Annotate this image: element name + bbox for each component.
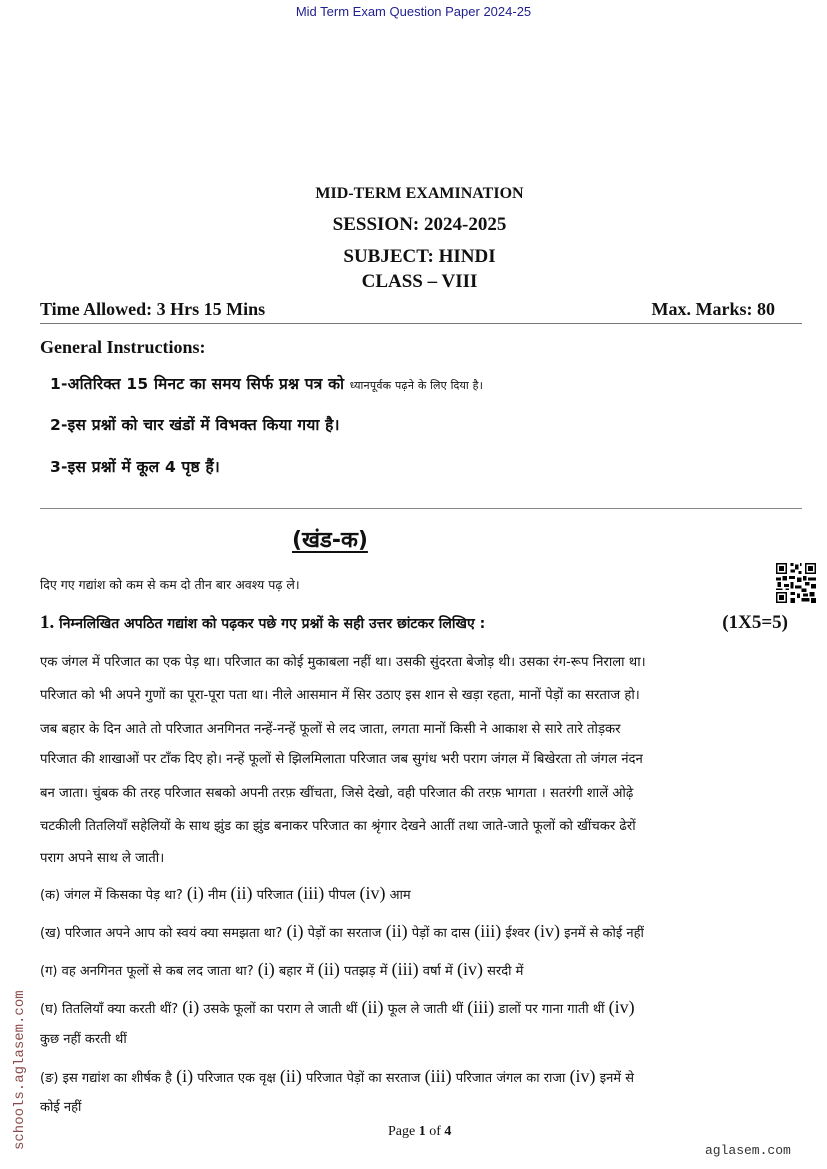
option-text: डालों पर गाना गाती थीं [494,1002,609,1017]
divider [40,508,802,509]
question-1-heading [40,612,788,634]
option-marker: (i) [182,997,200,1017]
option-marker: (iv) [569,1066,596,1086]
reading-note: दिए गए गद्यांश को कम से कम दो तीन बार अवश्य पढ़ ले। [40,577,300,592]
sub-question-label: (घ) [40,1002,58,1017]
option-marker: (ii) [317,959,340,979]
page-of: of [425,1124,445,1139]
sub-question-text: परिजात अपने आप को स्वयं क्या समझता था? [60,926,287,941]
option-text: वर्षा में [418,964,457,979]
question-number: 1. [40,612,55,633]
footer-site-watermark: aglasem.com [705,1143,791,1158]
sub-question-text: इस गद्यांश का शीर्षक है [58,1071,177,1086]
sub-question-label: (ङ) [40,1071,59,1086]
option-marker: (iv) [608,997,635,1017]
passage-line: बन जाता। चुंबक की तरह परिजात सबको अपनी तरफ़ खींचता, जिसे देखो, वही परिजात की तरफ़ भागता । सतरंगी शालें ओढ़े [40,786,634,801]
option-marker: (ii) [230,883,253,903]
sub-question-label: (क) [40,888,61,903]
option-text: परिजात जंगल का राजा [451,1071,570,1086]
exam-title: MID-TERM EXAMINATION [315,185,524,202]
sub-question-label: (ख) [40,926,61,941]
passage-line: जब बहार के दिन आते तो परिजात अनगिनत नन्हें-नन्हें फूलों से लद जाता, लगता मानों किसी ने आकाश से सारे तारे तोड़कर [40,722,621,737]
sub-question-kha [40,921,805,942]
option-marker: (iv) [533,921,560,941]
page-number [388,1124,451,1140]
section-title: (खंड-क) [292,528,368,553]
subject-title: SUBJECT: HINDI [343,246,496,267]
passage-line: परिजात की शाखाओं पर टाँक दिए हो। नन्हें फूलों से झिलमिलाता परिजात जब सुगंध भरी पराग जंगल में बिखेरता तो जंगल नंदन [40,752,643,767]
side-site-watermark: schools.aglasem.com [12,990,28,1150]
option-text: उसके फूलों का पराग ले जाती थीं [199,1002,362,1017]
exam-meta-row [40,299,775,320]
instruction-item [50,372,483,394]
option-text: इनमें से कोई नहीं [559,926,644,941]
option-text: इनमें से [595,1071,634,1086]
page-prefix: Page [388,1124,419,1139]
divider [40,323,802,324]
option-text: परिजात एक वृक्ष [193,1071,280,1086]
passage-line: परिजात को भी अपने गुणों का पूरा-पूरा पता था। नीले आसमान में सिर उठाए इस शान से खड़ा रहता, मानों पेड़ों का सरताज हो। [40,688,640,703]
page-current: 1 [418,1124,426,1139]
option-text: परिजात पेड़ों का सरताज [301,1071,425,1086]
option-marker: (iii) [424,1066,452,1086]
option-marker: (ii) [279,1066,302,1086]
option-marker: (iv) [456,959,483,979]
sub-question-ka [40,883,805,904]
sub-question-gha [40,997,805,1018]
passage-line: एक जंगल में परिजात का एक पेड़ था। परिजात का कोई मुकाबला नहीं था। उसकी सुंदरता बेजोड़ थी। उसका रंग-रूप निराला था। [40,655,646,670]
instruction-text: 2-इस प्रश्नों को चार खंडों में विभक्त किया गया है। [50,416,340,434]
option-marker: (ii) [385,921,408,941]
option-text: आम [385,888,411,903]
time-allowed: Time Allowed: 3 Hrs 15 Mins [40,299,266,319]
option-marker: (ii) [361,997,384,1017]
sub-question-nga [40,1066,805,1087]
sub-question-ga [40,959,805,980]
question-marks: (1X5=5) [722,612,788,633]
instruction-item [50,413,340,435]
option-text: पेड़ों का दास [407,926,475,941]
sub-question-gha-continuation: कुछ नहीं करती थीं [40,1032,127,1047]
question-text [40,612,485,634]
option-text: पीपल [324,888,360,903]
option-text: नीम [203,888,231,903]
option-text: ईश्वर [501,926,534,941]
class-title: CLASS – VIII [361,271,478,292]
option-text: पेड़ों का सरताज [303,926,386,941]
option-text: सरदी में [482,964,524,979]
passage-line: पराग अपने साथ ले जाती। [40,851,165,866]
option-marker: (iv) [359,883,386,903]
option-marker: (iii) [297,883,325,903]
passage-line: चटकीली तितलियाँ सहेलियों के साथ झुंड का झुंड बनाकर परिजात का श्रृंगार देखने आतीं तथा जाते-जाते फूलों को खींचकर ढेरों [40,819,636,834]
page-total: 4 [444,1124,452,1139]
option-text: बहार में [274,964,318,979]
option-marker: (i) [257,959,275,979]
sub-question-text: जंगल में किसका पेड़ था? [60,888,187,903]
option-marker: (i) [176,1066,194,1086]
sub-question-label: (ग) [40,964,58,979]
document-banner-title: Mid Term Exam Question Paper 2024-25 [295,4,532,19]
option-text: पतझड़ में [339,964,392,979]
sub-question-nga-continuation: कोई नहीं [40,1100,82,1115]
option-text: परिजात [252,888,298,903]
sub-question-text: तितलियाँ क्या करती थीं? [57,1002,183,1017]
instruction-text: 3-इस प्रश्नों में कूल 4 पृष्ठ हैं। [50,458,220,476]
instruction-text: 1-अतिरिक्त 15 मिनट का समय सिर्फ प्रश्न पत्र को [50,375,350,393]
option-marker: (i) [286,921,304,941]
session-title: SESSION: 2024-2025 [332,214,507,235]
qr-code-icon [776,563,816,603]
option-marker: (iii) [474,921,502,941]
sub-question-text: वह अनगिनत फूलों से कब लद जाता था? [57,964,258,979]
option-marker: (iii) [391,959,419,979]
question-instruction: निम्नलिखित अपठित गद्यांश को पढ़कर पछे गए प्रश्नों के सही उत्तर छांटकर लिखिए : [54,616,486,632]
option-marker: (iii) [467,997,495,1017]
option-text: फूल ले जाती थीं [383,1002,468,1017]
instructions-title: General Instructions: [40,337,206,357]
option-marker: (i) [186,883,204,903]
instruction-item [50,455,220,477]
instruction-text-small: ध्यानपूर्वक पढ़ने के लिए दिया है। [349,379,484,392]
max-marks: Max. Marks: 80 [651,299,775,319]
